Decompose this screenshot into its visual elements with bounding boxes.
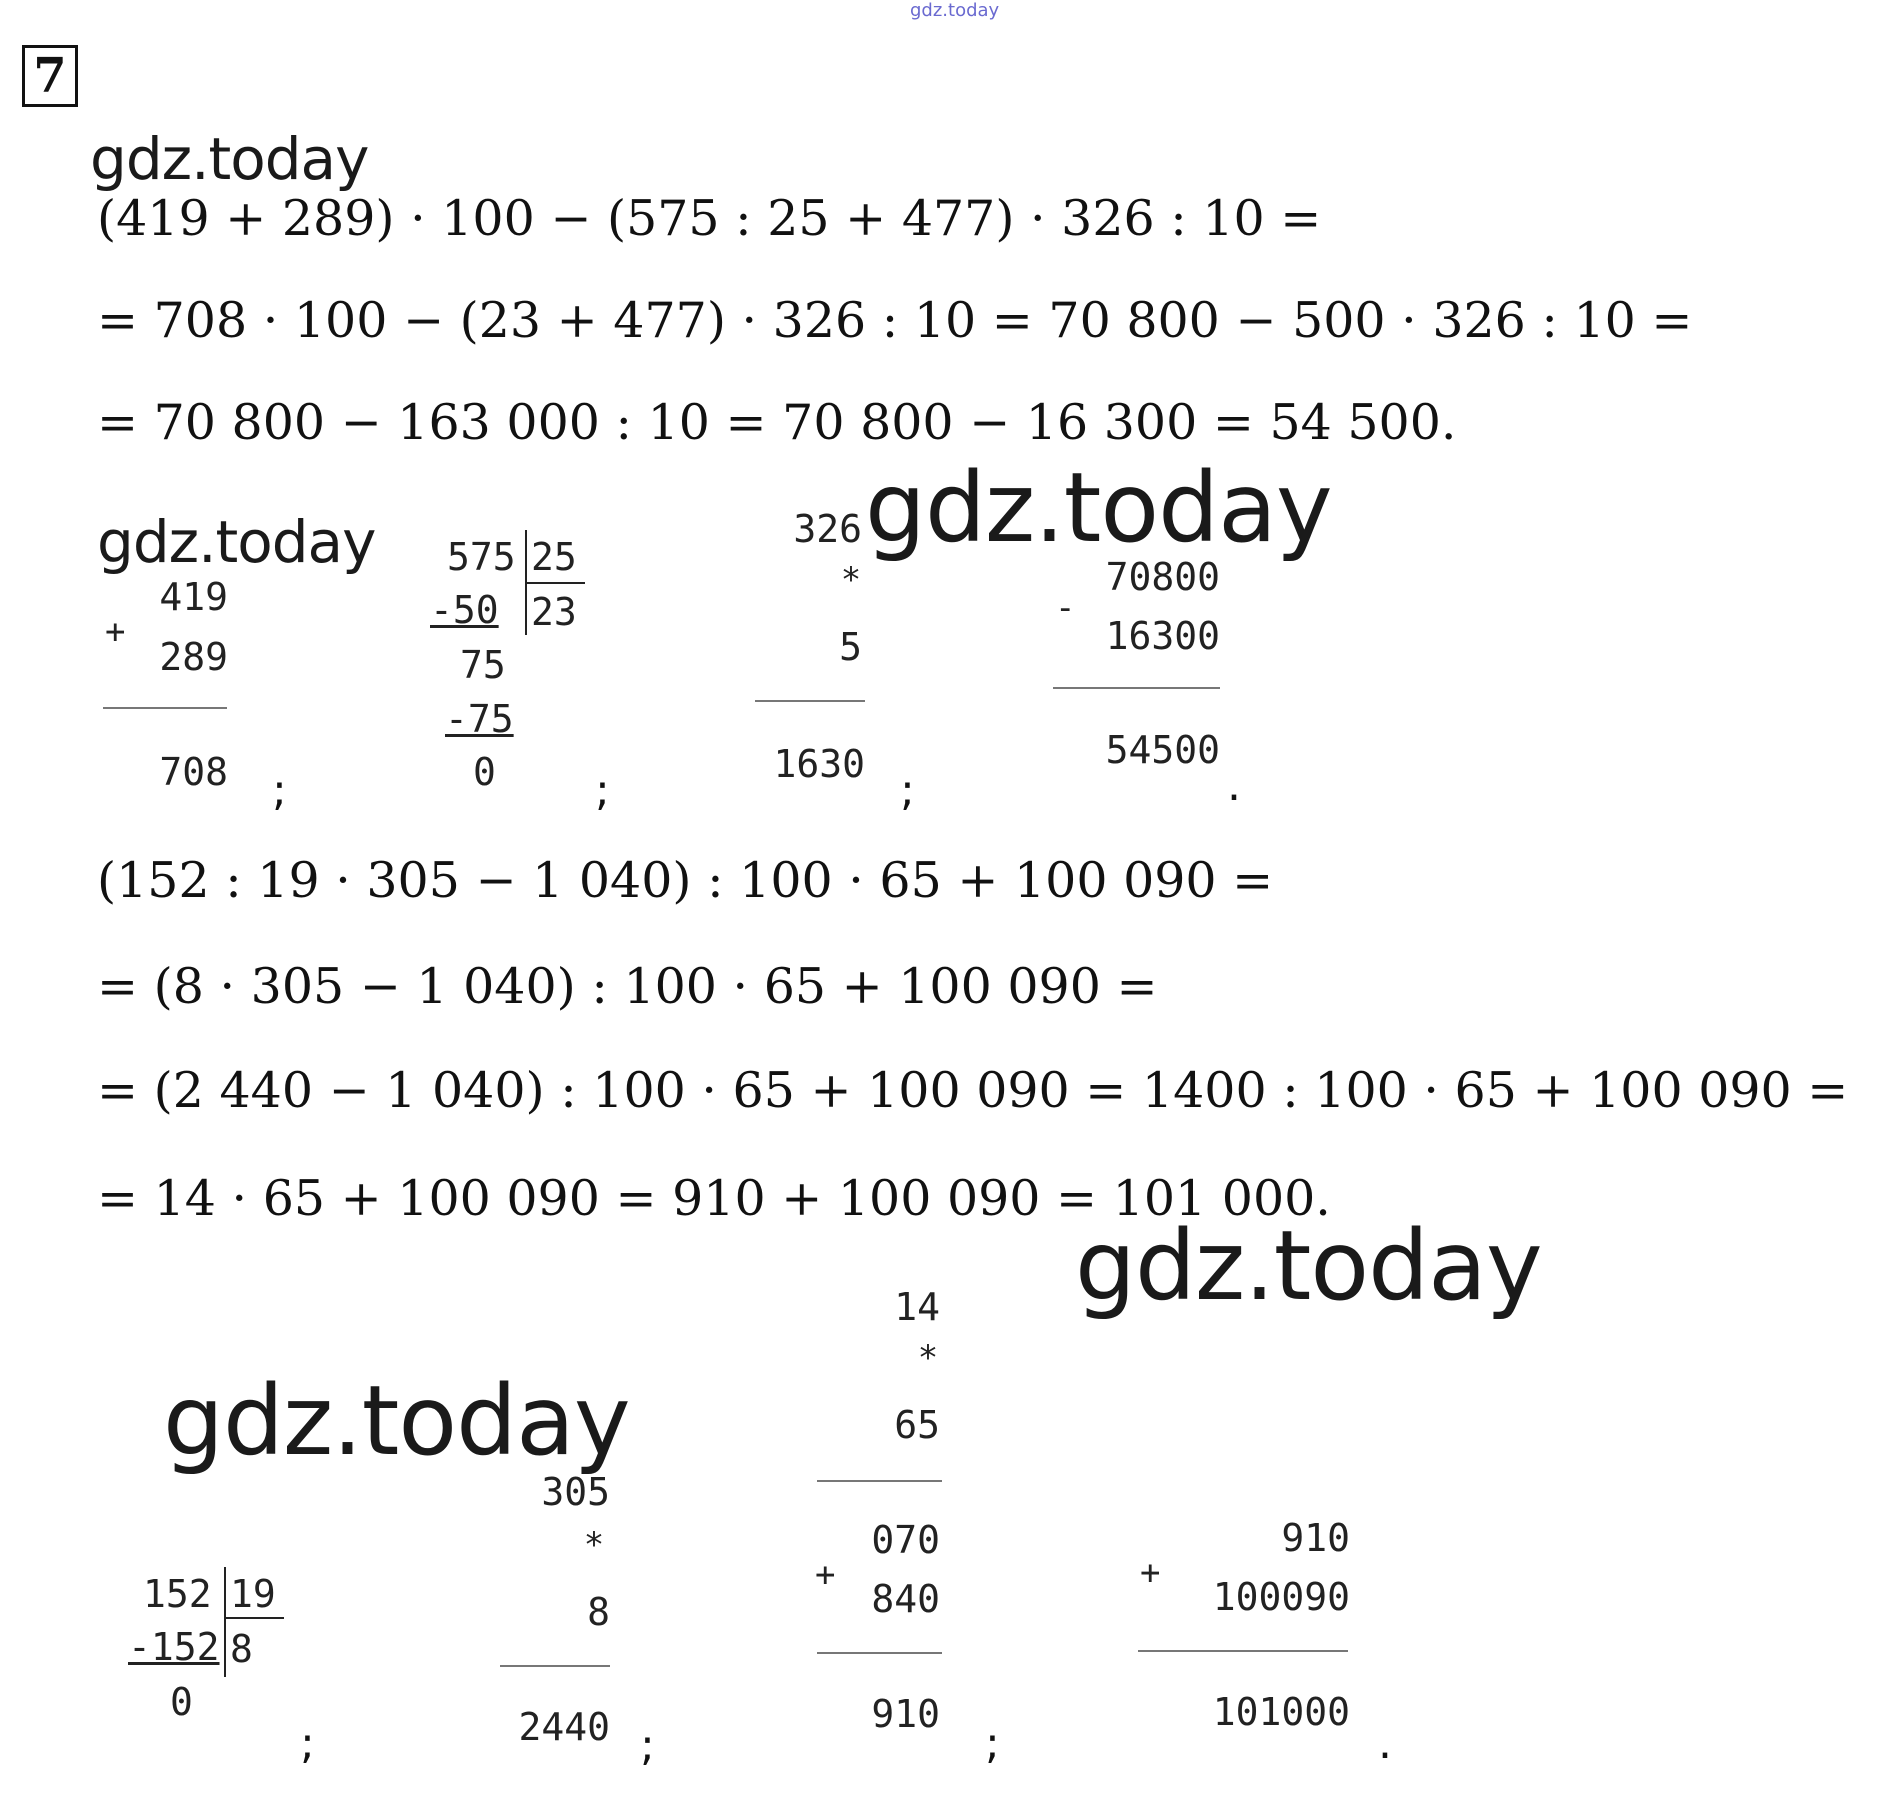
- separator-4: .: [1227, 760, 1241, 811]
- equation-line-1: (419 + 289) · 100 − (575 : 25 + 477) · 326 : 10 =: [97, 190, 1322, 247]
- separator-3: ;: [900, 765, 915, 816]
- separator-8: .: [1378, 1718, 1392, 1769]
- sub-result-line: [1053, 687, 1220, 689]
- mul3-result-line: [817, 1652, 942, 1654]
- mul-result-line: [755, 700, 865, 702]
- div2-remainder: 0: [170, 1680, 193, 1724]
- add2-result: 101000: [1212, 1690, 1350, 1734]
- div-divisor-line: [527, 582, 585, 584]
- mul2-result: 2440: [518, 1705, 610, 1749]
- watermark-2: gdz.today: [97, 508, 376, 576]
- mul2-operand-b: 8: [587, 1590, 610, 1634]
- equation-line-5: = (8 · 305 − 1 040) : 100 · 65 + 100 090 =: [97, 958, 1158, 1015]
- div2-divisor-line: [226, 1617, 284, 1619]
- div2-quotient: 8: [230, 1627, 253, 1671]
- mul2-result-line: [500, 1665, 610, 1667]
- add-operand-b: 289: [159, 635, 228, 679]
- add-result: 708: [159, 750, 228, 794]
- add2-operand-a: 910: [1281, 1516, 1350, 1560]
- div-subtract-2: -75: [445, 697, 514, 741]
- div-quotient: 23: [531, 590, 577, 634]
- equation-line-4: (152 : 19 · 305 − 1 040) : 100 · 65 + 100 090 =: [97, 852, 1274, 909]
- div-remainder-1: 75: [460, 643, 506, 687]
- separator-2: ;: [595, 765, 610, 816]
- watermark-5: gdz.today: [163, 1365, 630, 1477]
- add-result-line: [103, 707, 227, 709]
- div2-divisor: 19: [230, 1572, 276, 1616]
- mul-result: 1630: [773, 742, 865, 786]
- watermark-4: gdz.today: [1075, 1210, 1542, 1322]
- mul3-partial-2: 840: [871, 1577, 940, 1621]
- sub-sign: -: [1055, 588, 1076, 628]
- div-divisor: 25: [531, 535, 577, 579]
- task-number-box: 7: [22, 45, 78, 107]
- div2-dividend: 152: [143, 1572, 212, 1616]
- mul3-operand-b: 65: [894, 1403, 940, 1447]
- mul3-plus-sign: +: [815, 1555, 836, 1595]
- div-remainder-final: 0: [473, 750, 496, 794]
- separator-7: ;: [985, 1718, 1000, 1769]
- mul-sign: *: [840, 560, 862, 600]
- sub-result: 54500: [1105, 728, 1220, 772]
- div-dividend: 575: [447, 535, 516, 579]
- equation-line-7: = 14 · 65 + 100 090 = 910 + 100 090 = 101 000.: [97, 1170, 1331, 1227]
- watermark-3: gdz.today: [865, 452, 1332, 564]
- mul2-operand-a: 305: [541, 1470, 610, 1514]
- mul3-partial-line: [817, 1480, 942, 1482]
- site-watermark-top: gdz.today: [910, 0, 1000, 21]
- sub-operand-a: 70800: [1105, 555, 1220, 599]
- div2-divider-vertical: [224, 1567, 226, 1677]
- div-subtract-1: -50: [430, 588, 499, 632]
- add-operand-a: 419: [159, 575, 228, 619]
- separator-1: ;: [272, 765, 287, 816]
- equation-line-3: = 70 800 − 163 000 : 10 = 70 800 − 16 300 = 54 500.: [97, 394, 1457, 451]
- separator-5: ;: [300, 1718, 315, 1769]
- equation-line-6: = (2 440 − 1 040) : 100 · 65 + 100 090 = 1400 : 100 · 65 + 100 090 =: [97, 1062, 1849, 1119]
- add2-operand-b: 100090: [1212, 1575, 1350, 1619]
- mul3-partial-1: 070: [871, 1518, 940, 1562]
- mul3-operand-a: 14: [894, 1285, 940, 1329]
- div2-subtract: -152: [128, 1625, 220, 1669]
- mul-operand-b: 5: [839, 625, 862, 669]
- watermark-1: gdz.today: [90, 125, 369, 193]
- sub-operand-b: 16300: [1105, 614, 1220, 658]
- add-sign: +: [105, 612, 126, 652]
- equation-line-2: = 708 · 100 − (23 + 477) · 326 : 10 = 70 800 − 500 · 326 : 10 =: [97, 292, 1693, 349]
- mul3-result: 910: [871, 1692, 940, 1736]
- mul2-sign: *: [583, 1525, 605, 1565]
- add2-sign: +: [1140, 1553, 1161, 1593]
- add2-result-line: [1138, 1650, 1348, 1652]
- mul-operand-a: 326: [793, 507, 862, 551]
- separator-6: ;: [640, 1720, 655, 1771]
- mul3-sign: *: [917, 1338, 939, 1378]
